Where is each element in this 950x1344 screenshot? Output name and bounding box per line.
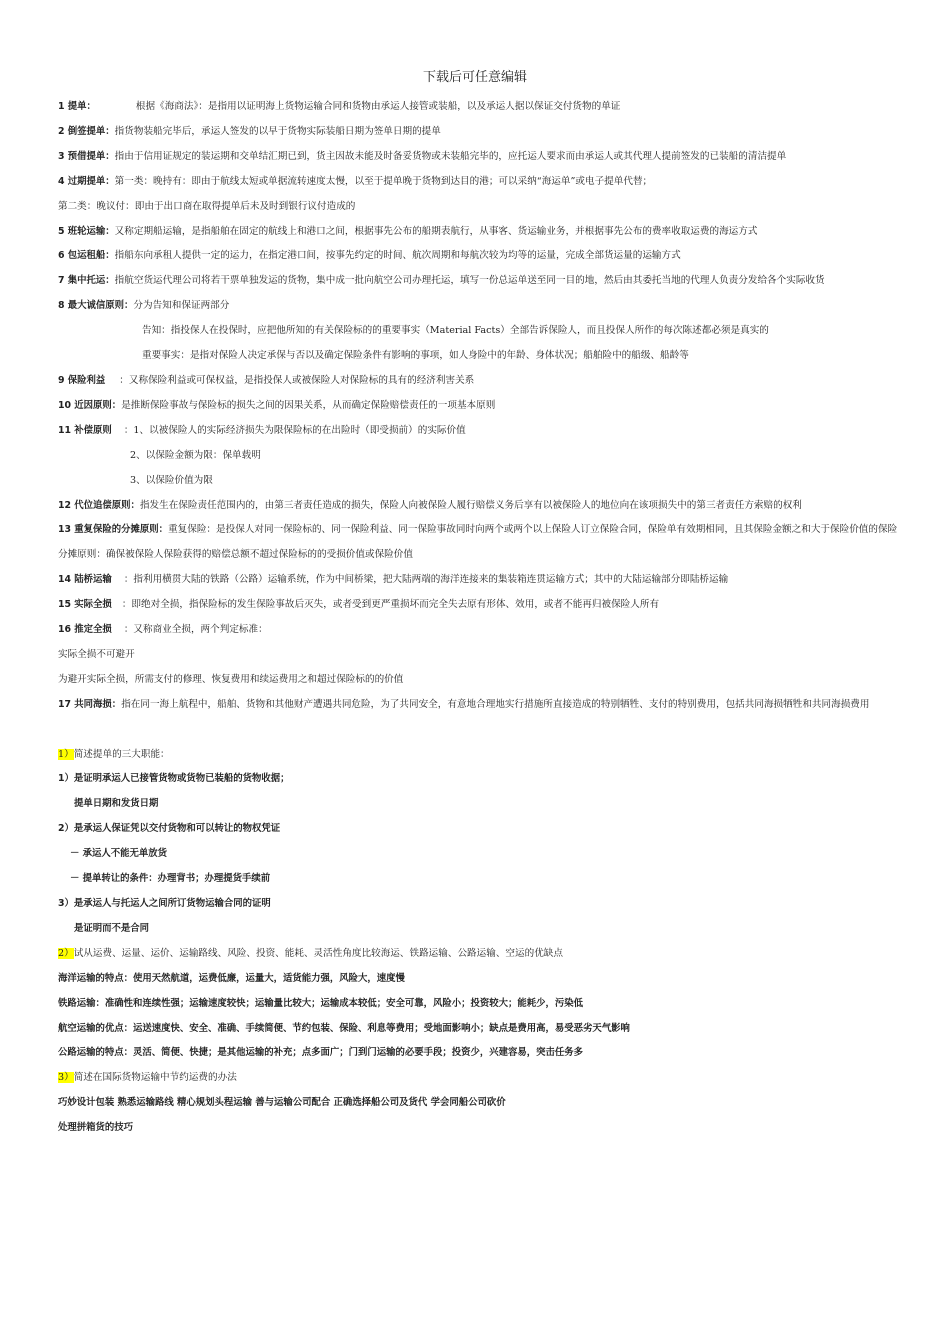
term-label: 11 补偿原则 — [58, 424, 112, 436]
term-9 — [58, 369, 898, 394]
answer-line: 是证明而不是合同 — [74, 922, 150, 934]
question-1 — [58, 743, 898, 768]
term-text: 告知：指投保人在投保时，应把他所知的有关保险标的的重要事实（Material Facts）全部告诉保险人，而且投保人所作的每次陈述都必须是真实的 — [142, 325, 769, 337]
term-label: 4 过期提单： — [58, 175, 115, 187]
term-text: 第一类：晚持有：即由于航线太短或单据流转速度太慢，以至于提单晚于货物到达目的港；可以采纳“海运单”或电子提单代替； — [114, 175, 653, 187]
answer-line: － 承运人不能无单放货 — [70, 848, 168, 860]
term-label: 5 班轮运输： — [58, 225, 115, 237]
term-16-sub-1 — [58, 643, 898, 668]
answer-line: － 提单转让的条件：办理背书；办理提货手续前 — [70, 873, 271, 885]
answer-line: 铁路运输：准确性和连续性强；运输速度较快；运输量比较大；运输成本较低；安全可靠，风险小；投资较大；能耗少，污染低 — [58, 997, 584, 1009]
term-label: 8 最大诚信原则： — [58, 300, 134, 312]
question-text: 试从运费、运量、运价、运输路线、风险、投资、能耗、灵活性角度比较海运、铁路运输、公路运输、空运的优缺点 — [73, 947, 563, 959]
term-label: 2 倒签提单： — [58, 125, 115, 137]
term-label: 17 共同海损： — [58, 698, 122, 710]
term-text: ：又称商业全损，两个判定标准： — [123, 624, 268, 636]
term-10 — [58, 394, 898, 419]
term-text: 又称定期船运输，是指船舶在固定的航线上和港口之间，根据事先公布的船期表航行，从事客、货运输业务，并根据事先公布的费率收取运费的海运方式 — [114, 225, 758, 237]
term-17 — [58, 693, 898, 718]
term-text: 根据《海商法》：是指用以证明海上货物运输合同和货物由承运人接管或装船，以及承运人据以保证交付货物的单证 — [135, 101, 621, 112]
answer-line: 2）是承运人保证凭以交付货物和可以转让的物权凭证 — [58, 823, 281, 835]
question-number-highlight: 3） — [58, 1072, 74, 1084]
term-1 — [58, 95, 898, 120]
answer-line: 1）是证明承运人已接管货物或货物已装船的货物收据； — [58, 773, 290, 785]
term-13 — [58, 518, 898, 543]
term-8-sub-2 — [58, 344, 898, 369]
term-4 — [58, 170, 898, 195]
term-text: ：又称保险利益或可保权益，是指投保人或被保险人对保险标的具有的经济利害关系 — [119, 374, 475, 386]
term-text: 实际全损不可避开 — [58, 648, 135, 660]
term-11-sub-3 — [58, 469, 898, 494]
term-11 — [58, 419, 898, 444]
term-text: 2、以保险金额为限：保单载明 — [130, 449, 261, 461]
term-label: 12 代位追偿原则： — [58, 499, 140, 511]
question-2 — [58, 942, 898, 967]
term-label: 6 包运租船： — [58, 250, 115, 262]
term-text: 是推断保险事故与保险标的损失之间的因果关系，从而确定保险赔偿责任的一项基本原则 — [121, 399, 496, 411]
term-text: 指发生在保险责任范围内的，由第三者责任造成的损失，保险人向被保险人履行赔偿义务后享有以被保险人的地位向在该项损失中的第三者责任方索赔的权利 — [139, 499, 802, 511]
term-text: 为避开实际全损，所需支付的修理、恢复费用和续运费用之和超过保险标的的价值 — [58, 673, 404, 685]
term-16-sub-2 — [58, 668, 898, 693]
term-label: 13 重复保险的分摊原则： — [58, 524, 169, 536]
document-body — [58, 95, 898, 1141]
answer-line: 海洋运输的特点：使用天然航道，运费低廉，运量大，适货能力强，风险大，速度慢 — [58, 972, 405, 984]
term-13-cont — [58, 543, 898, 568]
term-7 — [58, 269, 898, 294]
term-label: 1 提单： — [58, 101, 96, 112]
term-14 — [58, 568, 898, 593]
term-12 — [58, 494, 898, 519]
term-2 — [58, 120, 898, 145]
term-label: 14 陆桥运输 — [58, 574, 112, 586]
term-3 — [58, 145, 898, 170]
term-text: 分摊原则：确保被保险人保险获得的赔偿总额不超过保险标的的受损价值或保险价值 — [58, 549, 413, 561]
term-5 — [58, 220, 898, 245]
term-8 — [58, 294, 898, 319]
answer-line: 公路运输的特点：灵活、简便、快捷；是其他运输的补充；点多面广；门到门运输的必要手段；投资少，兴建容易，突击任务多 — [58, 1047, 584, 1059]
term-text: 第二类：晚议付：即由于出口商在取得提单后未及时到银行议付造成的 — [58, 200, 356, 212]
term-8-sub-1 — [58, 319, 898, 344]
term-text: 重要事实：是指对保险人决定承保与否以及确定保险条件有影响的事项，如人身险中的年龄、身体状况；船舶险中的船级、船龄等 — [142, 350, 689, 362]
answer-line: 处理拼箱货的技巧 — [58, 1122, 134, 1134]
term-text: 3、以保险价值为限 — [130, 474, 213, 486]
question-text: 简述在国际货物运输中节约运费的办法 — [73, 1072, 237, 1084]
term-text: ：1、以被保险人的实际经济损失为限保险标的在出险时（即受损前）的实际价值 — [123, 424, 466, 436]
answer-line: 提单日期和发货日期 — [74, 798, 159, 810]
term-text: 指航空货运代理公司将若干票单独发运的货物，集中成一批向航空公司办理托运，填写一份总运单送至同一目的地，然后由其委托当地的代理人负责分发给各个实际收货 — [114, 275, 825, 287]
term-label: 15 实际全损 — [58, 599, 112, 611]
term-text: 指在同一海上航程中，船舶、货物和其他财产遭遇共同危险，为了共同安全，有意地合理地实行措施所直接造成的特别牺牲、支付的特别费用，包括共同海损牺牲和共同海损费用 — [121, 698, 870, 710]
answer-line: 巧妙设计包装 熟悉运输路线 精心规划头程运输 善与运输公司配合 正确选择船公司及货代 学会同船公司砍价 — [58, 1097, 506, 1109]
term-16 — [58, 618, 898, 643]
term-11-sub-2 — [58, 444, 898, 469]
question-3 — [58, 1066, 898, 1091]
spacer — [58, 718, 898, 743]
term-text: 指货物装船完毕后，承运人签发的以早于货物实际装船日期为签单日期的提单 — [114, 125, 441, 137]
question-text: 简述提单的三大职能： — [73, 748, 170, 760]
question-number-highlight: 1） — [58, 748, 74, 760]
term-text: 指由于信用证规定的装运期和交单结汇期已到，货主因故未能及时备妥货物或未装船完毕的，应托运人要求而由承运人或其代理人提前签发的已装船的清洁提单 — [114, 150, 787, 162]
term-text: ：指利用横贯大陆的铁路（公路）运输系统，作为中间桥梁，把大陆两端的海洋连接来的集装箱连贯运输方式；其中的大陆运输部分即陆桥运输 — [123, 574, 729, 586]
question-number-highlight: 2） — [58, 947, 74, 959]
term-text: 指船东向承租人提供一定的运力，在指定港口间，按事先约定的时间、航次周期和每航次较为均等的运量，完成全部货运量的运输方式 — [114, 250, 681, 262]
term-4-cont — [58, 195, 898, 220]
answer-line: 3）是承运人与托运人之间所订货物运输合同的证明 — [58, 897, 271, 909]
term-6 — [58, 244, 898, 269]
term-text: 分为告知和保证两部分 — [133, 300, 230, 312]
term-15 — [58, 593, 898, 618]
term-label: 3 预借提单： — [58, 150, 115, 162]
term-text: ：即绝对全损，指保险标的发生保险事故后灭失，或者受到更严重损坏而完全失去原有形体、效用，或者不能再归被保险人所有 — [121, 599, 660, 611]
term-label: 10 近因原则： — [58, 399, 122, 411]
term-label: 16 推定全损 — [58, 624, 112, 636]
term-label: 7 集中托运： — [58, 275, 115, 287]
term-label: 9 保险利益 — [58, 374, 106, 386]
page-title: 下载后可任意编辑 — [422, 70, 527, 85]
term-text: 重复保险：是投保人对同一保险标的、同一保险利益、同一保险事故同时向两个或两个以上保险人订立保险合同，保险单有效期相同，且其保险金额之和大于保险价值的保险 — [168, 524, 898, 536]
answer-line: 航空运输的优点：运送速度快、安全、准确、手续简便、节约包装、保险、利息等费用；受地面影响小；缺点是费用高，易受恶劣天气影响 — [58, 1022, 630, 1034]
